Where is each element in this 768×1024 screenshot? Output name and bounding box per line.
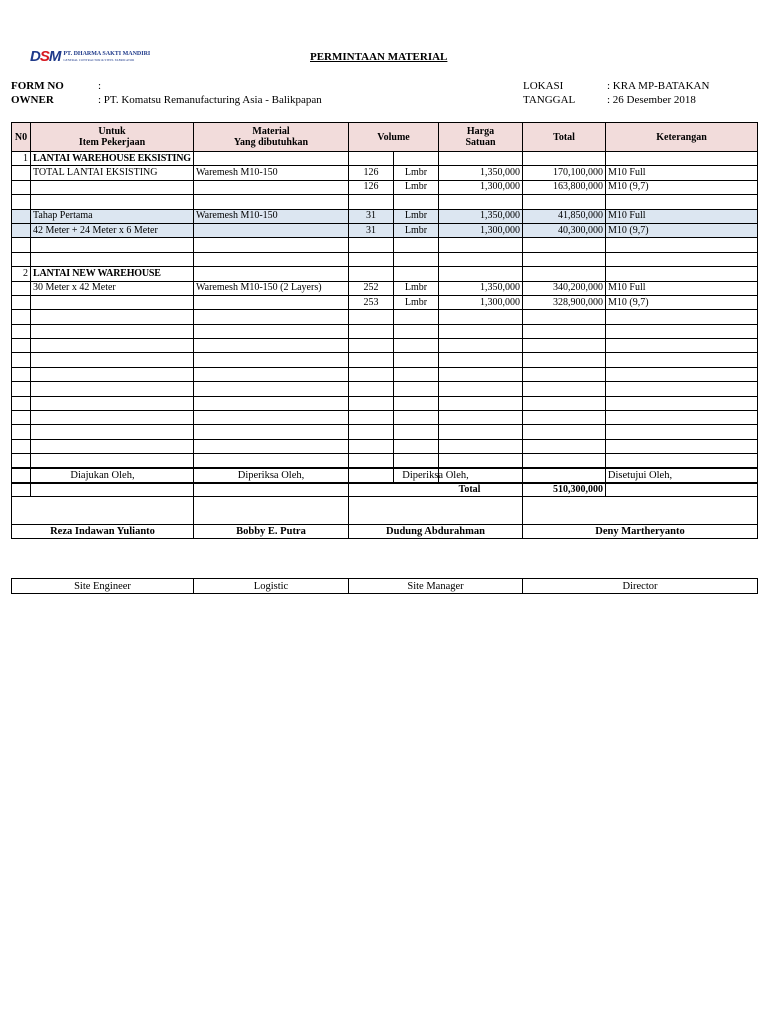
- row-keterangan: [606, 382, 758, 396]
- signature-space-row: [12, 484, 758, 525]
- row-keterangan: [606, 411, 758, 425]
- row-item: [31, 238, 194, 252]
- role-site-engineer: Site Engineer: [12, 579, 194, 594]
- row-item: [31, 353, 194, 367]
- row-total: [523, 339, 606, 353]
- col-total: Total: [523, 123, 606, 152]
- row-total: [523, 238, 606, 252]
- table-row: [12, 238, 758, 252]
- row-number: [12, 195, 31, 209]
- row-qty: [349, 454, 394, 468]
- row-qty: [349, 339, 394, 353]
- row-unit: [394, 425, 439, 439]
- table-row: [12, 166, 758, 180]
- row-total: 328,900,000: [523, 295, 606, 309]
- company-tagline: GENERAL CONTRACTOR & STEEL FABRICATOR: [63, 58, 135, 62]
- table-row: [12, 411, 758, 425]
- row-qty: [349, 353, 394, 367]
- section-row: [12, 267, 758, 281]
- row-number: [12, 324, 31, 338]
- row-number: [12, 439, 31, 453]
- row-material: Waremesh M10-150: [194, 166, 349, 180]
- row-unit-price: [439, 439, 523, 453]
- row-unit-price: [439, 353, 523, 367]
- row-material: Waremesh M10-150 (2 Layers): [194, 281, 349, 295]
- row-total: [523, 252, 606, 266]
- table-row: [12, 324, 758, 338]
- row-total: 170,100,000: [523, 166, 606, 180]
- row-qty: 126: [349, 180, 394, 194]
- row-item: TOTAL LANTAI EKSISTING: [31, 166, 194, 180]
- row-material: [194, 353, 349, 367]
- row-total: [523, 454, 606, 468]
- company-logo: [30, 49, 150, 65]
- row-material: [194, 382, 349, 396]
- row-unit-price: [439, 454, 523, 468]
- row-item: [31, 411, 194, 425]
- row-number: [12, 223, 31, 237]
- row-number: [12, 209, 31, 223]
- row-unit-price: [439, 339, 523, 353]
- row-number: [12, 238, 31, 252]
- row-unit: Lmbr: [394, 166, 439, 180]
- row-item: [31, 252, 194, 266]
- table-row: [12, 209, 758, 223]
- row-unit-price: [439, 238, 523, 252]
- row-qty: 31: [349, 223, 394, 237]
- section-row: [12, 152, 758, 166]
- form-no-label: FORM NO: [11, 80, 64, 92]
- row-unit: [394, 382, 439, 396]
- col-harga: Harga Satuan: [439, 123, 523, 152]
- row-unit-price: 1,350,000: [439, 209, 523, 223]
- row-qty: 252: [349, 281, 394, 295]
- table-row: [12, 310, 758, 324]
- row-unit-price: 1,350,000: [439, 281, 523, 295]
- row-unit-price: [439, 425, 523, 439]
- row-qty: [349, 425, 394, 439]
- row-item: LANTAI WAREHOUSE EKSISTING: [31, 152, 194, 166]
- row-material: [194, 180, 349, 194]
- table-row: [12, 425, 758, 439]
- row-material: [194, 425, 349, 439]
- role-logistic: Logistic: [194, 579, 349, 594]
- row-unit: [394, 339, 439, 353]
- row-number: [12, 367, 31, 381]
- row-material: [194, 396, 349, 410]
- form-no-value: :: [98, 80, 102, 92]
- row-item: [31, 439, 194, 453]
- row-unit: [394, 454, 439, 468]
- row-total: [523, 267, 606, 281]
- row-unit-price: [439, 411, 523, 425]
- row-unit-price: [439, 382, 523, 396]
- table-row: [12, 382, 758, 396]
- row-unit-price: 1,350,000: [439, 166, 523, 180]
- row-qty: [349, 310, 394, 324]
- row-keterangan: M10 Full: [606, 281, 758, 295]
- row-material: [194, 152, 349, 166]
- row-unit: [394, 396, 439, 410]
- row-unit: Lmbr: [394, 180, 439, 194]
- row-material: [194, 411, 349, 425]
- row-material: [194, 367, 349, 381]
- table-row: [12, 396, 758, 410]
- roles-row: [12, 579, 758, 594]
- row-keterangan: [606, 195, 758, 209]
- row-qty: [349, 238, 394, 252]
- signature-label-checked-2: Diperiksa Oleh,: [349, 468, 523, 484]
- row-qty: [349, 382, 394, 396]
- row-material: [194, 454, 349, 468]
- row-keterangan: M10 Full: [606, 209, 758, 223]
- row-item: [31, 382, 194, 396]
- row-unit-price: [439, 396, 523, 410]
- row-unit: [394, 353, 439, 367]
- row-number: 2: [12, 267, 31, 281]
- signature-name-row: [12, 525, 758, 539]
- table-row: [12, 439, 758, 453]
- row-unit-price: [439, 310, 523, 324]
- row-number: 1: [12, 152, 31, 166]
- row-number: [12, 180, 31, 194]
- row-item: [31, 310, 194, 324]
- total-label: Total: [349, 482, 523, 496]
- table-row: [12, 223, 758, 237]
- table-row: [12, 180, 758, 194]
- row-total: [523, 425, 606, 439]
- row-material: [194, 252, 349, 266]
- row-total: 40,300,000: [523, 223, 606, 237]
- table-row: [12, 252, 758, 266]
- row-keterangan: [606, 267, 758, 281]
- row-unit: Lmbr: [394, 295, 439, 309]
- row-unit: Lmbr: [394, 223, 439, 237]
- row-qty: [349, 411, 394, 425]
- row-unit: [394, 367, 439, 381]
- table-row: [12, 295, 758, 309]
- row-unit: [394, 267, 439, 281]
- row-keterangan: [606, 310, 758, 324]
- row-total: [523, 195, 606, 209]
- row-total: [523, 324, 606, 338]
- row-total: 163,800,000: [523, 180, 606, 194]
- row-number: [12, 310, 31, 324]
- row-keterangan: [606, 339, 758, 353]
- material-table: [11, 122, 758, 497]
- row-qty: [349, 367, 394, 381]
- row-number: [12, 454, 31, 468]
- row-number: [12, 295, 31, 309]
- row-total: [523, 367, 606, 381]
- row-number: [12, 411, 31, 425]
- row-total: [523, 382, 606, 396]
- row-number: [12, 281, 31, 295]
- row-total: [523, 439, 606, 453]
- row-item: 30 Meter x 42 Meter: [31, 281, 194, 295]
- row-material: [194, 324, 349, 338]
- signature-label-submitted: Diajukan Oleh,: [12, 468, 194, 484]
- row-unit-price: [439, 324, 523, 338]
- row-total: 41,850,000: [523, 209, 606, 223]
- row-unit-price: [439, 267, 523, 281]
- row-total: [523, 396, 606, 410]
- row-item: LANTAI NEW WAREHOUSE: [31, 267, 194, 281]
- row-item: Tahap Pertama: [31, 209, 194, 223]
- signature-label-row: [12, 468, 758, 484]
- row-unit-price: 1,300,000: [439, 180, 523, 194]
- row-total: [523, 310, 606, 324]
- row-total: [523, 152, 606, 166]
- row-keterangan: [606, 152, 758, 166]
- row-material: [194, 267, 349, 281]
- signer-name-approved: Deny Martheryanto: [523, 525, 758, 539]
- signer-name-submitted: Reza Indawan Yulianto: [12, 525, 194, 539]
- row-material: [194, 339, 349, 353]
- row-total: [523, 353, 606, 367]
- row-number: [12, 382, 31, 396]
- roles-table: [11, 578, 758, 594]
- role-site-manager: Site Manager: [349, 579, 523, 594]
- row-unit-price: [439, 152, 523, 166]
- table-row: [12, 454, 758, 468]
- signature-table: [11, 467, 758, 539]
- row-unit: [394, 238, 439, 252]
- row-qty: [349, 439, 394, 453]
- table-row: [12, 281, 758, 295]
- signature-label-approved: Disetujui Oleh,: [523, 468, 758, 484]
- row-unit: [394, 411, 439, 425]
- row-material: [194, 295, 349, 309]
- row-keterangan: [606, 396, 758, 410]
- table-row: [12, 367, 758, 381]
- row-unit: [394, 439, 439, 453]
- table-row: [12, 195, 758, 209]
- row-qty: [349, 396, 394, 410]
- tanggal-value: : 26 Desember 2018: [607, 94, 696, 106]
- row-keterangan: M10 (9,7): [606, 223, 758, 237]
- owner-label: OWNER: [11, 94, 54, 106]
- owner-value: : PT. Komatsu Remanufacturing Asia - Balikpapan: [98, 94, 322, 106]
- row-number: [12, 396, 31, 410]
- row-unit: [394, 252, 439, 266]
- row-qty: [349, 152, 394, 166]
- row-keterangan: M10 (9,7): [606, 180, 758, 194]
- row-material: [194, 223, 349, 237]
- row-unit: [394, 324, 439, 338]
- row-item: [31, 295, 194, 309]
- lokasi-label: LOKASI: [523, 80, 564, 92]
- row-item: [31, 195, 194, 209]
- row-qty: [349, 267, 394, 281]
- grand-total-value: 510,300,000: [523, 482, 606, 496]
- row-keterangan: [606, 252, 758, 266]
- tanggal-label: TANGGAL: [523, 94, 576, 106]
- row-material: [194, 238, 349, 252]
- row-keterangan: [606, 425, 758, 439]
- row-qty: 126: [349, 166, 394, 180]
- row-item: [31, 454, 194, 468]
- row-number: [12, 353, 31, 367]
- row-unit-price: [439, 367, 523, 381]
- col-keterangan: Keterangan: [606, 123, 758, 152]
- document-title: PERMINTAAN MATERIAL: [310, 51, 448, 63]
- row-number: [12, 252, 31, 266]
- row-item: [31, 180, 194, 194]
- row-keterangan: [606, 367, 758, 381]
- company-logo-mark: DSM: [30, 48, 61, 65]
- row-number: [12, 166, 31, 180]
- row-keterangan: [606, 454, 758, 468]
- row-unit: Lmbr: [394, 209, 439, 223]
- row-keterangan: M10 (9,7): [606, 295, 758, 309]
- row-number: [12, 425, 31, 439]
- row-unit: [394, 310, 439, 324]
- row-number: [12, 339, 31, 353]
- row-qty: [349, 252, 394, 266]
- row-total: 340,200,000: [523, 281, 606, 295]
- row-qty: [349, 324, 394, 338]
- row-total: [523, 411, 606, 425]
- table-header-row: [12, 123, 758, 152]
- lokasi-value: : KRA MP-BATAKAN: [607, 80, 710, 92]
- signer-name-checked-2: Dudung Abdurahman: [349, 525, 523, 539]
- row-qty: 31: [349, 209, 394, 223]
- row-keterangan: [606, 324, 758, 338]
- row-keterangan: [606, 353, 758, 367]
- row-item: 42 Meter + 24 Meter x 6 Meter: [31, 223, 194, 237]
- signer-name-checked-1: Bobby E. Putra: [194, 525, 349, 539]
- col-volume: Volume: [349, 123, 439, 152]
- col-untuk: Untuk Item Pekerjaan: [31, 123, 194, 152]
- row-item: [31, 367, 194, 381]
- row-qty: 253: [349, 295, 394, 309]
- row-unit-price: 1,300,000: [439, 223, 523, 237]
- row-item: [31, 339, 194, 353]
- row-unit: [394, 152, 439, 166]
- company-name: PT. DHARMA SAKTI MANDIRI: [63, 51, 151, 57]
- row-unit-price: [439, 195, 523, 209]
- row-item: [31, 396, 194, 410]
- row-qty: [349, 195, 394, 209]
- row-material: Waremesh M10-150: [194, 209, 349, 223]
- row-keterangan: M10 Full: [606, 166, 758, 180]
- col-material: Material Yang dibutuhkan: [194, 123, 349, 152]
- signature-label-checked-1: Diperiksa Oleh,: [194, 468, 349, 484]
- row-material: [194, 195, 349, 209]
- role-director: Director: [523, 579, 758, 594]
- row-unit-price: 1,300,000: [439, 295, 523, 309]
- row-unit-price: [439, 252, 523, 266]
- row-item: [31, 425, 194, 439]
- row-material: [194, 310, 349, 324]
- table-body: [12, 152, 758, 483]
- row-item: [31, 324, 194, 338]
- row-unit: [394, 195, 439, 209]
- table-row: [12, 353, 758, 367]
- row-keterangan: [606, 238, 758, 252]
- row-unit: Lmbr: [394, 281, 439, 295]
- row-material: [194, 439, 349, 453]
- col-no: N0: [12, 123, 31, 152]
- table-row: [12, 339, 758, 353]
- row-keterangan: [606, 439, 758, 453]
